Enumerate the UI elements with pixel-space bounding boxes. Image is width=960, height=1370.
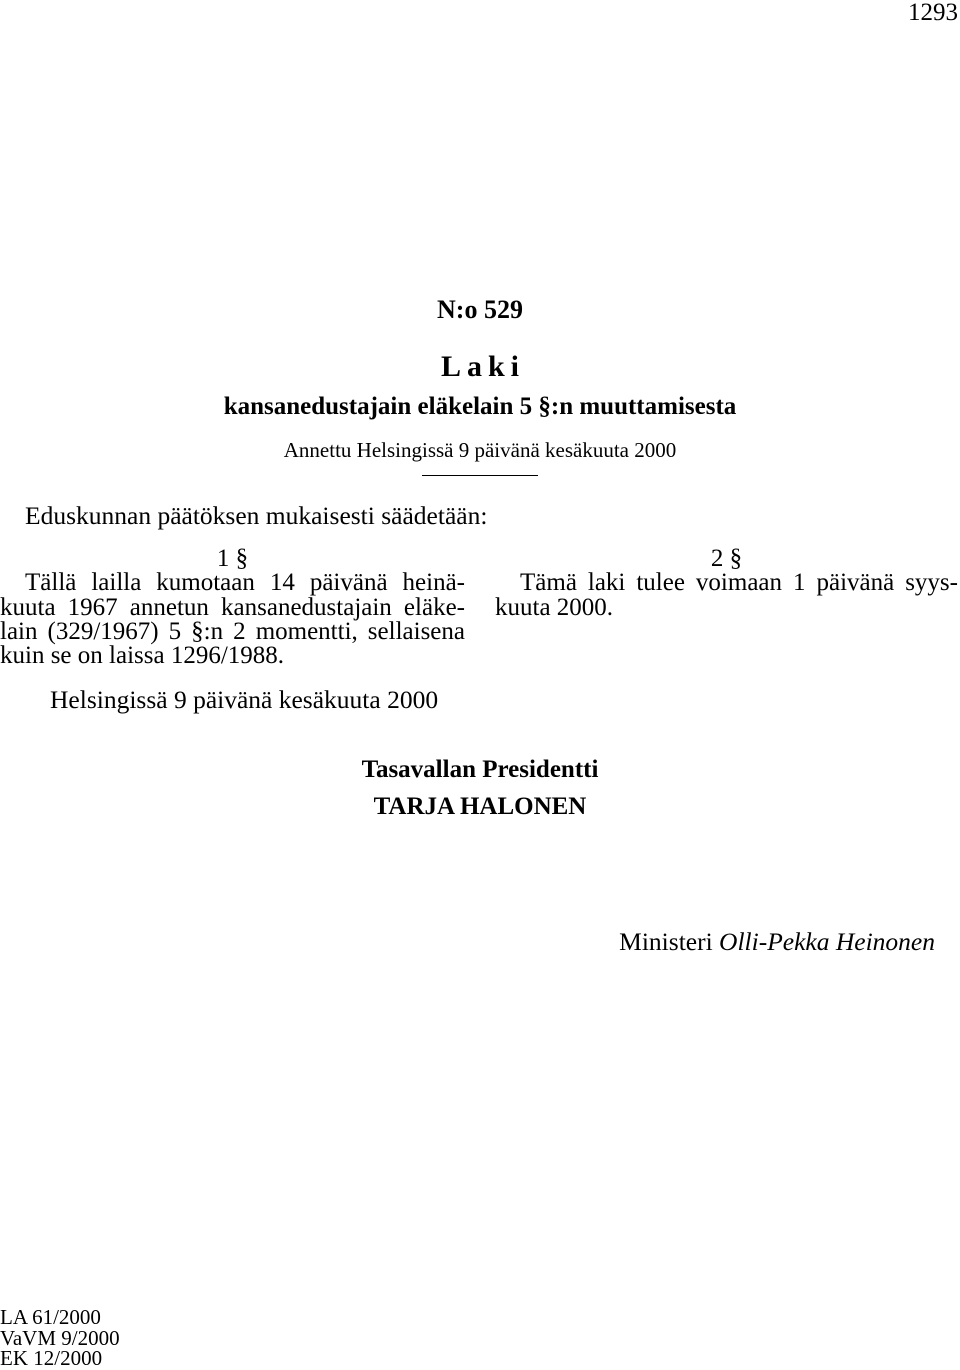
minister-name: Olli-Pekka Heinonen [719,927,935,956]
place-and-date: Helsingissä 9 päivänä kesäkuuta 2000 [50,685,439,714]
enacting-clause: Eduskunnan päätöksen mukaisesti säädetään: [25,501,488,530]
minister-role: Ministeri [619,927,713,956]
signatory-name: TARJA HALONEN [373,793,587,820]
reference-line: VaVM 9/2000 [0,1325,120,1350]
section-1 [0,547,465,668]
legislative-references [0,1307,120,1369]
section-2-line-1: Tämä laki tulee voimaan 1 päivänä syys- [520,569,958,597]
countersignature [619,928,935,956]
section-2 [495,547,958,620]
title-divider [422,475,538,476]
signatory-title: Tasavallan Presidentti [361,756,599,783]
page-number: 1293 [908,0,958,26]
section-1-line-4: kuin se on laissa 1296/1988. [0,642,285,670]
section-1-line-2: kuuta 1967 annetun kansanedustajain eläke- [0,593,465,621]
issued-line: Annettu Helsingissä 9 päivänä kesäkuuta 2000 [283,438,677,462]
reference-line: EK 12/2000 [0,1346,103,1370]
statute-number: N:o 529 [437,295,523,324]
section-1-line-3: lain (329/1967) 5 §:n 2 momentti, sellaisena [0,617,465,645]
reference-line: LA 61/2000 [0,1305,101,1329]
act-title: Laki [440,350,526,383]
act-subtitle: kansanedustajain eläkelain 5 §:n muuttamisesta [223,393,737,420]
section-1-line-1: Tällä lailla kumotaan 14 päivänä heinä- [25,569,465,597]
section-2-heading: 2 § [710,545,743,572]
section-2-line-2: kuuta 2000. [495,593,614,621]
section-1-heading: 1 § [216,545,249,572]
